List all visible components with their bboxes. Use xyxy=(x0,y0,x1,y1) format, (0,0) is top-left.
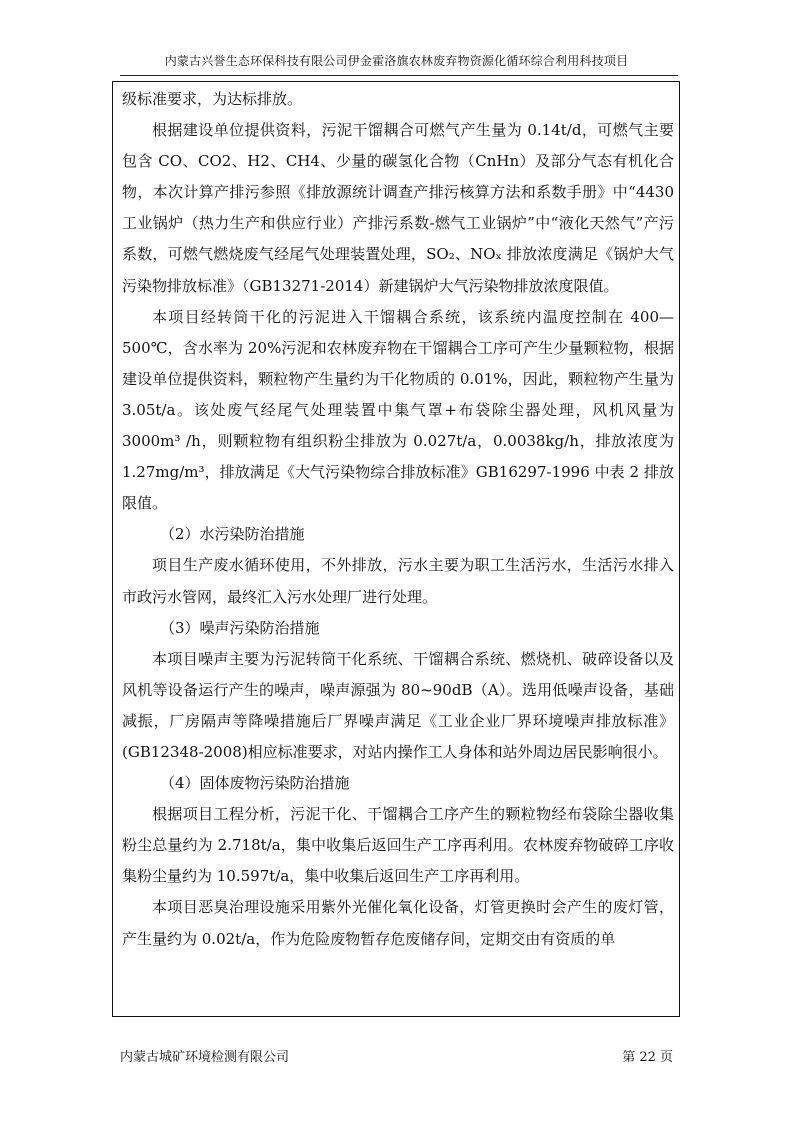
paragraph-waste-lamps: 本项目恶臭治理设施采用紫外光催化氧化设备，灯管更换时会产生的废灯管，产生量约为 0.02t/a，作为危险废物暂存危废储存间，定期交由有资质的单 xyxy=(122,898,674,948)
footer-company: 内蒙古城矿环境检测有限公司 xyxy=(120,1050,290,1065)
paragraph-particulate: 本项目经转筒干化的污泥进入干馏耦合系统，该系统内温度控制在 400—500℃，含水率为 20%污泥和农林废弃物在干馏耦合工序可产生少量颗粒物，根据建设单位提供资料，颗粒物产生量约为干化物质的 0.01%，因此，颗粒物产生量为 3.05t/a。该处废气经尾气处理装置中集气罩+布袋除尘器处理，风机风量为 3000m³ /h，则颗粒物有组织粉尘排放为 0.027t/a，0.0038kg/h，排放浓度为 1.27mg/m³，排放满足《大气污染物综合排放标准》GB16297-1996 中表 2 排放限值。 xyxy=(122,307,674,513)
paragraph-combustible-gas: 根据建设单位提供资料，污泥干馏耦合可燃气产生量为 0.14t/d，可燃气主要包含 CO、CO2、H2、CH4、少量的碳氢化合物（CnHn）及部分气态有机化合物，本次计算产排污参照《排放源统计调查产排污核算方法和系数手册》中“4430 工业锅炉（热力生产和供应行业）产排污系数-燃气工业锅炉”中“液化天然气”产污系数，可燃气燃烧废气经尾气处理装置处理，SO₂、NOₓ 排放浓度满足《锅炉大气污染物排放标准》（GB13271-2014）新建锅炉大气污染物排放浓度限值。 xyxy=(122,121,674,295)
footer-page-number: 第 22 页 xyxy=(622,1050,673,1065)
heading-solid-waste: （4）固体废物污染防治措施 xyxy=(160,774,350,793)
page-header-title: 内蒙古兴誉生态环保科技有限公司伊金霍洛旗农林废弃物资源化循环综合利用科技项目 xyxy=(164,54,629,68)
heading-noise-pollution: （3）噪声污染防治措施 xyxy=(160,618,320,637)
header-divider xyxy=(120,75,678,76)
paragraph-solid-waste-dust: 根据项目工程分析，污泥干化、干馏耦合工序产生的颗粒物经布袋除尘器收集粉尘总量约为 2.718t/a，集中收集后返回生产工序再利用。农林废弃物破碎工序收集粉尘量约为 10.597t/a，集中收集后返回生产工序再利用。 xyxy=(122,805,674,886)
document-body xyxy=(122,84,674,955)
paragraph-water: 项目生产废水循环使用，不外排放，污水主要为职工生活污水，生活污水排入市政污水管网，最终汇入污水处理厂进行处理。 xyxy=(122,556,674,606)
paragraph-continuation: 级标准要求，为达标排放。 xyxy=(122,90,303,108)
heading-water-pollution: （2）水污染防治措施 xyxy=(160,525,305,544)
paragraph-noise: 本项目噪声主要为污泥转筒干化系统、干馏耦合系统、燃烧机、破碎设备以及风机等设备运行产生的噪声，噪声源强为 80~90dB（A）。选用低噪声设备，基础减振，厂房隔声等降噪措施后厂界噪声满足《工业企业厂界环境噪声排放标准》(GB12348-2008)相应标准要求，对站内操作工人身体和站外周边居民影响很小。 xyxy=(122,649,674,761)
